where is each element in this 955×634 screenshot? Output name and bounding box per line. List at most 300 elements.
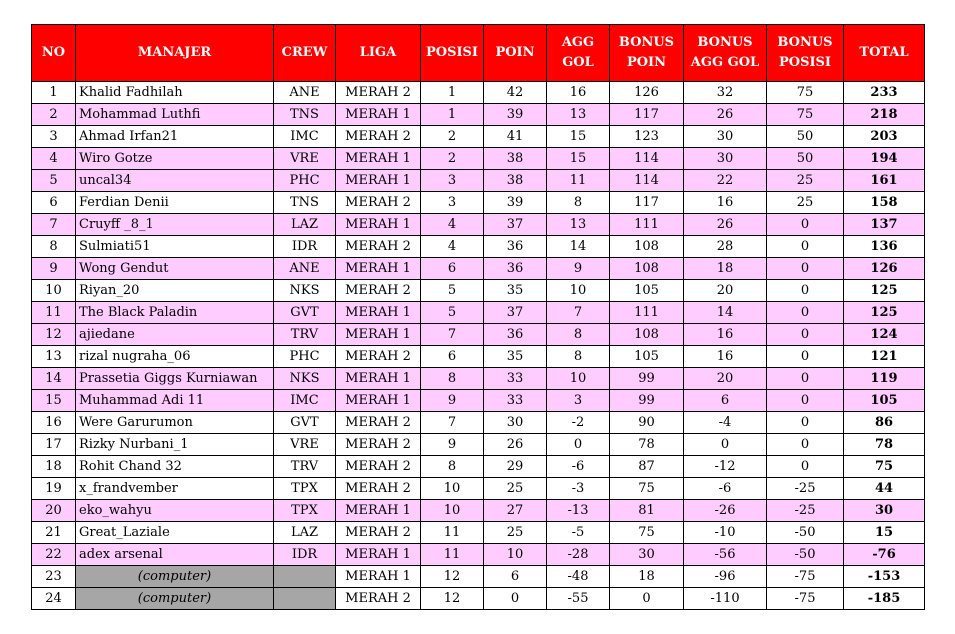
cell-manajer: Riyan_20 (76, 280, 274, 302)
cell-total: 161 (844, 170, 925, 192)
table-row (32, 236, 925, 258)
cell-manajer: adex arsenal (76, 544, 274, 566)
table-row (32, 214, 925, 236)
cell-liga: MERAH 2 (336, 588, 421, 610)
cell-posisi: 3 (421, 170, 484, 192)
cell-agg-gol: -28 (547, 544, 610, 566)
cell-bonus-posisi: -25 (767, 500, 844, 522)
cell-no: 19 (32, 478, 76, 500)
cell-liga: MERAH 1 (336, 566, 421, 588)
cell-liga: MERAH 2 (336, 192, 421, 214)
cell-total: -185 (844, 588, 925, 610)
cell-bonus-agg-gol: 32 (684, 82, 767, 104)
table-row (32, 412, 925, 434)
cell-poin: 10 (484, 544, 547, 566)
cell-agg-gol: -6 (547, 456, 610, 478)
cell-agg-gol: 10 (547, 368, 610, 390)
cell-bonus-agg-gol: 16 (684, 346, 767, 368)
table-row (32, 456, 925, 478)
table-row (32, 566, 925, 588)
cell-bonus-agg-gol: 26 (684, 214, 767, 236)
cell-no: 14 (32, 368, 76, 390)
cell-manajer: Rizky Nurbani_1 (76, 434, 274, 456)
cell-total: 78 (844, 434, 925, 456)
cell-liga: MERAH 1 (336, 390, 421, 412)
cell-manajer: eko_wahyu (76, 500, 274, 522)
cell-bonus-poin: 108 (610, 258, 684, 280)
cell-manajer: Cruyff _8_1 (76, 214, 274, 236)
cell-liga: MERAH 2 (336, 434, 421, 456)
cell-no: 3 (32, 126, 76, 148)
cell-no: 22 (32, 544, 76, 566)
cell-no: 2 (32, 104, 76, 126)
cell-bonus-posisi: 0 (767, 258, 844, 280)
table-row (32, 170, 925, 192)
cell-bonus-agg-gol: -10 (684, 522, 767, 544)
cell-bonus-poin: 99 (610, 390, 684, 412)
cell-crew: TRV (274, 324, 336, 346)
cell-crew: NKS (274, 280, 336, 302)
header-agg-gol: AGG GOL (547, 25, 610, 82)
cell-manajer: Muhammad Adi 11 (76, 390, 274, 412)
cell-posisi: 12 (421, 566, 484, 588)
cell-bonus-poin: 78 (610, 434, 684, 456)
cell-posisi: 1 (421, 104, 484, 126)
cell-total: 203 (844, 126, 925, 148)
cell-total: -153 (844, 566, 925, 588)
cell-agg-gol: 8 (547, 324, 610, 346)
table-row (32, 588, 925, 610)
cell-liga: MERAH 2 (336, 126, 421, 148)
cell-bonus-posisi: 50 (767, 148, 844, 170)
cell-bonus-posisi: 50 (767, 126, 844, 148)
cell-posisi: 2 (421, 126, 484, 148)
cell-crew: TPX (274, 500, 336, 522)
cell-crew (274, 588, 336, 610)
cell-posisi: 10 (421, 500, 484, 522)
cell-crew: TRV (274, 456, 336, 478)
cell-bonus-agg-gol: -12 (684, 456, 767, 478)
cell-poin: 39 (484, 104, 547, 126)
cell-agg-gol: -55 (547, 588, 610, 610)
cell-bonus-poin: 108 (610, 236, 684, 258)
cell-bonus-poin: 126 (610, 82, 684, 104)
cell-manajer: Ferdian Denii (76, 192, 274, 214)
cell-bonus-poin: 123 (610, 126, 684, 148)
cell-posisi: 8 (421, 456, 484, 478)
cell-posisi: 12 (421, 588, 484, 610)
cell-bonus-posisi: 75 (767, 82, 844, 104)
cell-bonus-posisi: 0 (767, 346, 844, 368)
cell-crew (274, 566, 336, 588)
cell-no: 18 (32, 456, 76, 478)
cell-liga: MERAH 2 (336, 280, 421, 302)
cell-crew: LAZ (274, 522, 336, 544)
cell-poin: 35 (484, 346, 547, 368)
cell-crew: ANE (274, 82, 336, 104)
cell-poin: 42 (484, 82, 547, 104)
cell-poin: 38 (484, 170, 547, 192)
cell-agg-gol: -13 (547, 500, 610, 522)
cell-no: 21 (32, 522, 76, 544)
table-row (32, 192, 925, 214)
cell-bonus-poin: 105 (610, 346, 684, 368)
cell-liga: MERAH 1 (336, 170, 421, 192)
cell-total: 75 (844, 456, 925, 478)
table-row (32, 434, 925, 456)
table-row (32, 500, 925, 522)
cell-bonus-agg-gol: 0 (684, 434, 767, 456)
cell-manajer: Rohit Chand 32 (76, 456, 274, 478)
cell-bonus-poin: 75 (610, 478, 684, 500)
cell-bonus-posisi: 0 (767, 368, 844, 390)
cell-poin: 6 (484, 566, 547, 588)
cell-poin: 27 (484, 500, 547, 522)
cell-liga: MERAH 1 (336, 148, 421, 170)
cell-bonus-poin: 111 (610, 214, 684, 236)
cell-no: 11 (32, 302, 76, 324)
cell-manajer: rizal nugraha_06 (76, 346, 274, 368)
table-row (32, 522, 925, 544)
cell-bonus-posisi: -50 (767, 544, 844, 566)
cell-total: 158 (844, 192, 925, 214)
cell-liga: MERAH 1 (336, 104, 421, 126)
header-bonus-poin: BONUS POIN (610, 25, 684, 82)
header-poin: POIN (484, 25, 547, 82)
cell-bonus-posisi: 0 (767, 302, 844, 324)
cell-poin: 36 (484, 324, 547, 346)
cell-manajer: Were Garurumon (76, 412, 274, 434)
cell-total: 121 (844, 346, 925, 368)
cell-agg-gol: -5 (547, 522, 610, 544)
cell-poin: 38 (484, 148, 547, 170)
cell-bonus-agg-gol: 28 (684, 236, 767, 258)
cell-bonus-poin: 99 (610, 368, 684, 390)
cell-bonus-poin: 0 (610, 588, 684, 610)
cell-bonus-poin: 30 (610, 544, 684, 566)
cell-bonus-poin: 105 (610, 280, 684, 302)
cell-no: 17 (32, 434, 76, 456)
cell-crew: VRE (274, 434, 336, 456)
cell-manajer: The Black Paladin (76, 302, 274, 324)
cell-crew: IMC (274, 126, 336, 148)
cell-bonus-agg-gol: -26 (684, 500, 767, 522)
cell-manajer: Wiro Gotze (76, 148, 274, 170)
cell-bonus-agg-gol: -6 (684, 478, 767, 500)
table-row (32, 280, 925, 302)
cell-bonus-agg-gol: 6 (684, 390, 767, 412)
cell-liga: MERAH 1 (336, 544, 421, 566)
cell-bonus-posisi: 0 (767, 214, 844, 236)
cell-bonus-agg-gol: -56 (684, 544, 767, 566)
cell-poin: 37 (484, 302, 547, 324)
cell-crew: GVT (274, 302, 336, 324)
cell-bonus-posisi: 0 (767, 412, 844, 434)
cell-total: 218 (844, 104, 925, 126)
cell-crew: IDR (274, 236, 336, 258)
cell-posisi: 6 (421, 258, 484, 280)
cell-no: 12 (32, 324, 76, 346)
table-row (32, 104, 925, 126)
cell-poin: 37 (484, 214, 547, 236)
cell-manajer: Khalid Fadhilah (76, 82, 274, 104)
cell-manajer: Sulmiati51 (76, 236, 274, 258)
cell-no: 9 (32, 258, 76, 280)
cell-manajer: Ahmad Irfan21 (76, 126, 274, 148)
header-total: TOTAL (844, 25, 925, 82)
cell-no: 4 (32, 148, 76, 170)
table-row (32, 302, 925, 324)
table-row (32, 82, 925, 104)
cell-manajer: Great_Laziale (76, 522, 274, 544)
cell-no: 7 (32, 214, 76, 236)
cell-total: 233 (844, 82, 925, 104)
cell-total: 124 (844, 324, 925, 346)
cell-bonus-agg-gol: 18 (684, 258, 767, 280)
cell-agg-gol: 3 (547, 390, 610, 412)
cell-total: 30 (844, 500, 925, 522)
cell-bonus-posisi: 0 (767, 456, 844, 478)
cell-liga: MERAH 2 (336, 456, 421, 478)
cell-agg-gol: 7 (547, 302, 610, 324)
cell-crew: GVT (274, 412, 336, 434)
cell-bonus-agg-gol: -110 (684, 588, 767, 610)
cell-crew: TNS (274, 104, 336, 126)
cell-posisi: 5 (421, 302, 484, 324)
cell-crew: IMC (274, 390, 336, 412)
header-bonus-agg-gol: BONUS AGG GOL (684, 25, 767, 82)
cell-liga: MERAH 2 (336, 478, 421, 500)
table-row (32, 390, 925, 412)
cell-bonus-agg-gol: -4 (684, 412, 767, 434)
cell-crew: VRE (274, 148, 336, 170)
cell-no: 10 (32, 280, 76, 302)
cell-bonus-posisi: 75 (767, 104, 844, 126)
cell-agg-gol: 9 (547, 258, 610, 280)
cell-crew: PHC (274, 170, 336, 192)
cell-bonus-poin: 114 (610, 148, 684, 170)
cell-total: 15 (844, 522, 925, 544)
cell-liga: MERAH 2 (336, 522, 421, 544)
table-row (32, 346, 925, 368)
cell-agg-gol: -3 (547, 478, 610, 500)
cell-bonus-posisi: -50 (767, 522, 844, 544)
cell-no: 13 (32, 346, 76, 368)
cell-posisi: 8 (421, 368, 484, 390)
cell-poin: 33 (484, 390, 547, 412)
cell-bonus-poin: 81 (610, 500, 684, 522)
cell-total: 194 (844, 148, 925, 170)
cell-no: 1 (32, 82, 76, 104)
cell-crew: PHC (274, 346, 336, 368)
cell-bonus-poin: 108 (610, 324, 684, 346)
cell-poin: 0 (484, 588, 547, 610)
cell-posisi: 9 (421, 434, 484, 456)
cell-agg-gol: 8 (547, 346, 610, 368)
cell-posisi: 11 (421, 544, 484, 566)
cell-bonus-agg-gol: 30 (684, 126, 767, 148)
cell-total: 44 (844, 478, 925, 500)
cell-crew: NKS (274, 368, 336, 390)
header-manajer: MANAJER (76, 25, 274, 82)
cell-liga: MERAH 1 (336, 258, 421, 280)
cell-bonus-posisi: 25 (767, 170, 844, 192)
table-row (32, 478, 925, 500)
cell-liga: MERAH 1 (336, 368, 421, 390)
cell-bonus-posisi: 0 (767, 390, 844, 412)
cell-liga: MERAH 1 (336, 214, 421, 236)
cell-manajer: (computer) (76, 588, 274, 610)
cell-no: 16 (32, 412, 76, 434)
cell-poin: 25 (484, 522, 547, 544)
cell-liga: MERAH 2 (336, 346, 421, 368)
cell-total: 119 (844, 368, 925, 390)
cell-poin: 39 (484, 192, 547, 214)
table-row (32, 148, 925, 170)
cell-posisi: 1 (421, 82, 484, 104)
cell-bonus-agg-gol: 20 (684, 368, 767, 390)
table-row (32, 324, 925, 346)
cell-agg-gol: 10 (547, 280, 610, 302)
cell-bonus-posisi: 25 (767, 192, 844, 214)
cell-bonus-poin: 111 (610, 302, 684, 324)
cell-total: 137 (844, 214, 925, 236)
cell-posisi: 4 (421, 236, 484, 258)
cell-manajer: Mohammad Luthfi (76, 104, 274, 126)
header-liga: LIGA (336, 25, 421, 82)
cell-bonus-poin: 87 (610, 456, 684, 478)
cell-agg-gol: 13 (547, 104, 610, 126)
cell-agg-gol: 14 (547, 236, 610, 258)
cell-manajer: Wong Gendut (76, 258, 274, 280)
cell-total: 105 (844, 390, 925, 412)
cell-poin: 26 (484, 434, 547, 456)
cell-total: 86 (844, 412, 925, 434)
cell-bonus-posisi: 0 (767, 280, 844, 302)
cell-crew: LAZ (274, 214, 336, 236)
cell-liga: MERAH 2 (336, 412, 421, 434)
cell-no: 23 (32, 566, 76, 588)
cell-poin: 36 (484, 236, 547, 258)
cell-posisi: 6 (421, 346, 484, 368)
cell-posisi: 3 (421, 192, 484, 214)
cell-total: 136 (844, 236, 925, 258)
cell-posisi: 4 (421, 214, 484, 236)
table-row (32, 368, 925, 390)
cell-agg-gol: -48 (547, 566, 610, 588)
header-row (32, 25, 925, 82)
cell-total: 126 (844, 258, 925, 280)
cell-bonus-agg-gol: 22 (684, 170, 767, 192)
cell-no: 24 (32, 588, 76, 610)
cell-agg-gol: 15 (547, 126, 610, 148)
standings-table (31, 24, 925, 610)
cell-liga: MERAH 1 (336, 302, 421, 324)
table-row (32, 544, 925, 566)
cell-no: 15 (32, 390, 76, 412)
cell-posisi: 10 (421, 478, 484, 500)
cell-bonus-posisi: -75 (767, 566, 844, 588)
cell-manajer: (computer) (76, 566, 274, 588)
header-posisi: POSISI (421, 25, 484, 82)
cell-agg-gol: 13 (547, 214, 610, 236)
cell-posisi: 9 (421, 390, 484, 412)
header-crew: CREW (274, 25, 336, 82)
cell-no: 6 (32, 192, 76, 214)
cell-bonus-posisi: -75 (767, 588, 844, 610)
cell-bonus-agg-gol: 26 (684, 104, 767, 126)
cell-posisi: 11 (421, 522, 484, 544)
cell-agg-gol: 11 (547, 170, 610, 192)
cell-agg-gol: 8 (547, 192, 610, 214)
cell-posisi: 5 (421, 280, 484, 302)
cell-bonus-poin: 75 (610, 522, 684, 544)
cell-bonus-posisi: 0 (767, 236, 844, 258)
cell-manajer: uncal34 (76, 170, 274, 192)
cell-bonus-poin: 117 (610, 104, 684, 126)
cell-liga: MERAH 2 (336, 82, 421, 104)
cell-total: 125 (844, 302, 925, 324)
cell-manajer: ajiedane (76, 324, 274, 346)
cell-poin: 25 (484, 478, 547, 500)
cell-bonus-agg-gol: 16 (684, 324, 767, 346)
cell-no: 5 (32, 170, 76, 192)
header-bonus-posisi: BONUS POSISI (767, 25, 844, 82)
cell-bonus-poin: 117 (610, 192, 684, 214)
cell-poin: 29 (484, 456, 547, 478)
cell-bonus-posisi: -25 (767, 478, 844, 500)
cell-posisi: 2 (421, 148, 484, 170)
cell-bonus-posisi: 0 (767, 434, 844, 456)
cell-posisi: 7 (421, 412, 484, 434)
cell-total: -76 (844, 544, 925, 566)
cell-posisi: 7 (421, 324, 484, 346)
cell-bonus-agg-gol: -96 (684, 566, 767, 588)
cell-bonus-poin: 90 (610, 412, 684, 434)
header-no: NO (32, 25, 76, 82)
cell-bonus-agg-gol: 20 (684, 280, 767, 302)
cell-liga: MERAH 1 (336, 500, 421, 522)
cell-total: 125 (844, 280, 925, 302)
cell-poin: 41 (484, 126, 547, 148)
table-row (32, 258, 925, 280)
cell-agg-gol: 0 (547, 434, 610, 456)
cell-bonus-posisi: 0 (767, 324, 844, 346)
cell-crew: ANE (274, 258, 336, 280)
cell-bonus-poin: 18 (610, 566, 684, 588)
cell-poin: 30 (484, 412, 547, 434)
cell-bonus-poin: 114 (610, 170, 684, 192)
cell-manajer: x_frandvember (76, 478, 274, 500)
cell-crew: TPX (274, 478, 336, 500)
cell-agg-gol: 16 (547, 82, 610, 104)
cell-no: 8 (32, 236, 76, 258)
cell-liga: MERAH 2 (336, 236, 421, 258)
cell-poin: 35 (484, 280, 547, 302)
cell-agg-gol: -2 (547, 412, 610, 434)
cell-crew: TNS (274, 192, 336, 214)
cell-manajer: Prassetia Giggs Kurniawan (76, 368, 274, 390)
cell-bonus-agg-gol: 16 (684, 192, 767, 214)
cell-bonus-agg-gol: 30 (684, 148, 767, 170)
table-row (32, 126, 925, 148)
cell-poin: 36 (484, 258, 547, 280)
cell-bonus-agg-gol: 14 (684, 302, 767, 324)
cell-poin: 33 (484, 368, 547, 390)
cell-liga: MERAH 1 (336, 324, 421, 346)
cell-no: 20 (32, 500, 76, 522)
cell-crew: IDR (274, 544, 336, 566)
